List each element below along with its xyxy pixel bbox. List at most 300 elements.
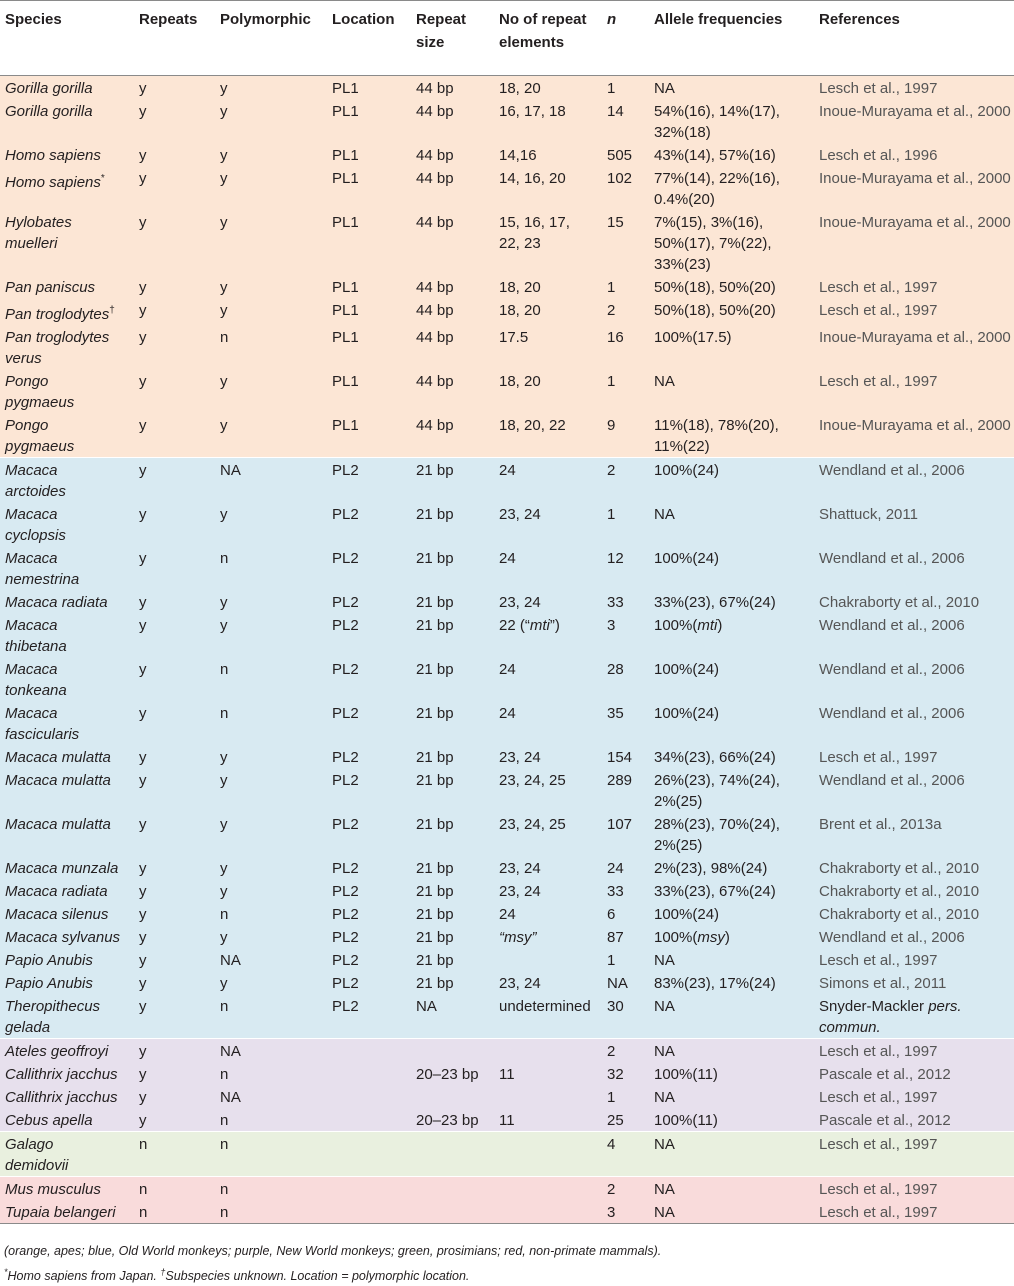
reference-cell: Lesch et al., 1997 (814, 298, 1014, 325)
repeats-cell: n (134, 1177, 215, 1201)
species-cell: Gorilla gorilla (0, 99, 134, 143)
polymorphic-cell: n (215, 902, 327, 925)
repeat-size-cell (411, 1085, 494, 1108)
polymorphic-cell: y (215, 812, 327, 856)
reference-cell: Brent et al., 2013a (814, 812, 1014, 856)
species-cell: Macaca sylvanus (0, 925, 134, 948)
polymorphic-cell: y (215, 768, 327, 812)
species-cell: Homo sapiens* (0, 166, 134, 210)
location-cell: PL2 (327, 701, 411, 745)
reference-cell: Lesch et al., 1997 (814, 1200, 1014, 1224)
table-row (0, 210, 1014, 275)
location-cell (327, 1062, 411, 1085)
reference-cell: Lesch et al., 1997 (814, 1085, 1014, 1108)
location-cell: PL2 (327, 948, 411, 971)
table-row (0, 99, 1014, 143)
polymorphic-cell: y (215, 502, 327, 546)
allele-frequencies-cell: 50%(18), 50%(20) (649, 275, 814, 298)
table-row (0, 590, 1014, 613)
table-row (0, 166, 1014, 210)
species-cell: Macaca thibetana (0, 613, 134, 657)
location-cell: PL2 (327, 879, 411, 902)
repeat-elements-cell (494, 1177, 602, 1201)
species-cell: Pongo pygmaeus (0, 369, 134, 413)
polymorphic-cell: n (215, 1200, 327, 1224)
repeat-size-cell: 21 bp (411, 856, 494, 879)
n-cell: 2 (602, 458, 649, 503)
repeat-elements-cell: 23, 24 (494, 856, 602, 879)
repeat-size-cell (411, 1132, 494, 1177)
reference-cell: Chakraborty et al., 2010 (814, 856, 1014, 879)
species-cell: Macaca silenus (0, 902, 134, 925)
table-body (0, 76, 1014, 1224)
repeat-elements-cell: 24 (494, 458, 602, 503)
table-row (0, 546, 1014, 590)
n-cell: 32 (602, 1062, 649, 1085)
polymorphic-cell: y (215, 210, 327, 275)
n-cell: 28 (602, 657, 649, 701)
location-cell: PL2 (327, 994, 411, 1039)
table-row (0, 812, 1014, 856)
repeats-cell: y (134, 166, 215, 210)
reference-cell: Chakraborty et al., 2010 (814, 590, 1014, 613)
repeat-size-cell: 21 bp (411, 701, 494, 745)
species-cell: Pongo pygmaeus (0, 413, 134, 458)
table-row (0, 879, 1014, 902)
reference-cell: Chakraborty et al., 2010 (814, 879, 1014, 902)
repeat-elements-cell: 24 (494, 546, 602, 590)
n-cell: 16 (602, 325, 649, 369)
repeat-elements-cell: 23, 24 (494, 971, 602, 994)
species-cell: Macaca tonkeana (0, 657, 134, 701)
repeat-size-cell: NA (411, 994, 494, 1039)
n-cell: 25 (602, 1108, 649, 1132)
repeats-cell: y (134, 99, 215, 143)
reference-cell: Inoue-Murayama et al., 2000 (814, 325, 1014, 369)
repeats-cell: y (134, 546, 215, 590)
allele-frequencies-cell: NA (649, 994, 814, 1039)
repeat-elements-cell (494, 1085, 602, 1108)
footnote-star-text: Homo sapiens from Japan. (7, 1269, 161, 1284)
header-row (0, 1, 1014, 76)
repeats-cell: y (134, 745, 215, 768)
location-cell: PL1 (327, 298, 411, 325)
repeat-size-cell: 21 bp (411, 745, 494, 768)
location-cell: PL2 (327, 502, 411, 546)
table-row (0, 325, 1014, 369)
table-row (0, 298, 1014, 325)
species-cell: Callithrix jacchus (0, 1085, 134, 1108)
repeats-cell: y (134, 701, 215, 745)
repeats-cell: y (134, 143, 215, 166)
species-cell: Theropithecus gelada (0, 994, 134, 1039)
header-polymorphic: Polymorphic (215, 1, 327, 76)
table-row (0, 275, 1014, 298)
repeat-elements-cell: 23, 24 (494, 745, 602, 768)
n-cell: 33 (602, 879, 649, 902)
reference-cell: Simons et al., 2011 (814, 971, 1014, 994)
location-cell: PL2 (327, 590, 411, 613)
n-cell: 3 (602, 1200, 649, 1224)
allele-frequencies-cell: 7%(15), 3%(16), 50%(17), 7%(22), 33%(23) (649, 210, 814, 275)
table-row (0, 701, 1014, 745)
allele-frequencies-cell: 83%(23), 17%(24) (649, 971, 814, 994)
polymorphic-cell: y (215, 745, 327, 768)
repeat-size-cell: 21 bp (411, 502, 494, 546)
allele-frequencies-cell: 26%(23), 74%(24), 2%(25) (649, 768, 814, 812)
repeat-size-cell: 44 bp (411, 413, 494, 458)
allele-frequencies-cell: 77%(14), 22%(16), 0.4%(20) (649, 166, 814, 210)
header-location: Location (327, 1, 411, 76)
repeat-elements-cell: 23, 24, 25 (494, 768, 602, 812)
repeat-size-cell: 21 bp (411, 879, 494, 902)
species-cell: Macaca nemestrina (0, 546, 134, 590)
n-cell: 154 (602, 745, 649, 768)
species-cell: Galago demidovii (0, 1132, 134, 1177)
polymorphic-cell: n (215, 1177, 327, 1201)
repeats-cell: y (134, 590, 215, 613)
allele-frequencies-cell: 100%(24) (649, 657, 814, 701)
repeat-elements-cell: 14, 16, 20 (494, 166, 602, 210)
species-footnote-mark: * (100, 173, 105, 184)
polymorphic-cell: y (215, 925, 327, 948)
table-row (0, 745, 1014, 768)
polymorphic-cell: y (215, 369, 327, 413)
reference-cell: Pascale et al., 2012 (814, 1108, 1014, 1132)
table-row (0, 1062, 1014, 1085)
repeat-size-cell: 21 bp (411, 590, 494, 613)
species-cell: Macaca arctoides (0, 458, 134, 503)
table-row (0, 76, 1014, 100)
repeats-cell: y (134, 948, 215, 971)
n-cell: 35 (602, 701, 649, 745)
polymorphic-cell: y (215, 971, 327, 994)
n-cell: 24 (602, 856, 649, 879)
reference-cell: Inoue-Murayama et al., 2000 (814, 210, 1014, 275)
repeat-elements-cell: undetermined (494, 994, 602, 1039)
table-row (0, 856, 1014, 879)
species-cell: Hylobates muelleri (0, 210, 134, 275)
reference-cell: Lesch et al., 1996 (814, 143, 1014, 166)
polymorphic-cell: y (215, 856, 327, 879)
repeat-elements-cell: 22 (“mti”) (494, 613, 602, 657)
species-cell: Mus musculus (0, 1177, 134, 1201)
repeat-elements-cell: 18, 20 (494, 369, 602, 413)
polymorphic-cell: y (215, 613, 327, 657)
location-cell: PL1 (327, 166, 411, 210)
reference-cell: Lesch et al., 1997 (814, 1177, 1014, 1201)
repeats-cell: y (134, 613, 215, 657)
table-row (0, 1039, 1014, 1063)
reference-cell: Lesch et al., 1997 (814, 1132, 1014, 1177)
repeat-size-cell: 44 bp (411, 166, 494, 210)
repeat-size-cell: 44 bp (411, 275, 494, 298)
repeat-elements-cell: 18, 20, 22 (494, 413, 602, 458)
species-cell: Homo sapiens (0, 143, 134, 166)
repeat-size-cell: 44 bp (411, 298, 494, 325)
allele-frequencies-cell: NA (649, 948, 814, 971)
allele-frequencies-cell: 33%(23), 67%(24) (649, 590, 814, 613)
n-cell: 2 (602, 1039, 649, 1063)
header-n: n (602, 1, 649, 76)
repeats-cell: y (134, 1085, 215, 1108)
repeat-elements-cell: 24 (494, 657, 602, 701)
species-cell: Cebus apella (0, 1108, 134, 1132)
reference-cell: Shattuck, 2011 (814, 502, 1014, 546)
repeats-cell: n (134, 1200, 215, 1224)
polymorphic-cell: y (215, 298, 327, 325)
reference-cell: Wendland et al., 2006 (814, 613, 1014, 657)
allele-frequencies-cell: NA (649, 1200, 814, 1224)
repeat-size-cell: 21 bp (411, 657, 494, 701)
n-cell: 1 (602, 502, 649, 546)
allele-frequencies-cell: 34%(23), 66%(24) (649, 745, 814, 768)
repeat-elements-cell (494, 1132, 602, 1177)
reference-cell: Wendland et al., 2006 (814, 657, 1014, 701)
table-row (0, 1108, 1014, 1132)
table-row (0, 971, 1014, 994)
location-cell: PL2 (327, 856, 411, 879)
table-row (0, 902, 1014, 925)
repeats-cell: y (134, 812, 215, 856)
allele-frequencies-cell: 100%(24) (649, 701, 814, 745)
polymorphic-cell: n (215, 994, 327, 1039)
location-cell: PL1 (327, 413, 411, 458)
allele-frequencies-cell: NA (649, 1039, 814, 1063)
table-row (0, 502, 1014, 546)
repeat-size-cell: 20–23 bp (411, 1062, 494, 1085)
header-repeat-elements: No of repeat elements (494, 1, 602, 76)
repeats-cell: y (134, 413, 215, 458)
reference-cell: Wendland et al., 2006 (814, 458, 1014, 503)
repeat-elements-cell: 17.5 (494, 325, 602, 369)
table-row (0, 1177, 1014, 1201)
reference-cell: Lesch et al., 1997 (814, 948, 1014, 971)
species-cell: Macaca mulatta (0, 812, 134, 856)
n-cell: 4 (602, 1132, 649, 1177)
table-row (0, 413, 1014, 458)
allele-frequencies-cell: NA (649, 1132, 814, 1177)
polymorphic-cell: n (215, 657, 327, 701)
n-cell: 107 (602, 812, 649, 856)
allele-frequencies-cell: NA (649, 1177, 814, 1201)
n-cell: 1 (602, 275, 649, 298)
species-cell: Macaca radiata (0, 879, 134, 902)
species-cell: Macaca mulatta (0, 745, 134, 768)
location-cell (327, 1108, 411, 1132)
reference-cell: Chakraborty et al., 2010 (814, 902, 1014, 925)
allele-frequencies-cell: NA (649, 502, 814, 546)
n-cell: 1 (602, 369, 649, 413)
reference-cell: Pascale et al., 2012 (814, 1062, 1014, 1085)
location-cell: PL1 (327, 369, 411, 413)
repeats-cell: y (134, 879, 215, 902)
reference-cell: Wendland et al., 2006 (814, 768, 1014, 812)
location-cell: PL1 (327, 99, 411, 143)
repeat-elements-cell: 15, 16, 17, 22, 23 (494, 210, 602, 275)
repeats-cell: y (134, 275, 215, 298)
repeats-cell: y (134, 1062, 215, 1085)
repeat-elements-cell: 14,16 (494, 143, 602, 166)
reference-cell: Lesch et al., 1997 (814, 369, 1014, 413)
repeat-elements-cell (494, 1039, 602, 1063)
n-cell: 1 (602, 1085, 649, 1108)
table-row (0, 143, 1014, 166)
location-cell: PL1 (327, 76, 411, 100)
n-cell: 505 (602, 143, 649, 166)
repeat-elements-cell: 11 (494, 1062, 602, 1085)
n-cell: 289 (602, 768, 649, 812)
n-cell: 33 (602, 590, 649, 613)
location-cell: PL2 (327, 971, 411, 994)
repeat-elements-cell: 23, 24, 25 (494, 812, 602, 856)
species-cell: Tupaia belangeri (0, 1200, 134, 1224)
species-cell: Ateles geoffroyi (0, 1039, 134, 1063)
repeats-cell: y (134, 971, 215, 994)
location-cell: PL2 (327, 613, 411, 657)
species-cell: Macaca munzala (0, 856, 134, 879)
location-cell: PL2 (327, 745, 411, 768)
repeat-elements-cell: 18, 20 (494, 275, 602, 298)
footnote-notes (4, 1267, 469, 1283)
allele-frequencies-cell: 11%(18), 78%(20), 11%(22) (649, 413, 814, 458)
reference-cell: Lesch et al., 1997 (814, 745, 1014, 768)
repeat-size-cell (411, 1177, 494, 1201)
footnote-dagger: † (160, 1267, 166, 1277)
repeat-size-cell: 44 bp (411, 99, 494, 143)
reference-cell: Snyder-Mackler pers. commun. (814, 994, 1014, 1039)
polymorphic-cell: n (215, 701, 327, 745)
repeat-elements-cell: 23, 24 (494, 879, 602, 902)
repeat-size-cell: 21 bp (411, 948, 494, 971)
n-cell: 30 (602, 994, 649, 1039)
repeat-elements-cell: 18, 20 (494, 298, 602, 325)
repeat-size-cell: 21 bp (411, 925, 494, 948)
location-cell: PL2 (327, 768, 411, 812)
allele-frequencies-cell: 33%(23), 67%(24) (649, 879, 814, 902)
allele-frequencies-cell: 100%(17.5) (649, 325, 814, 369)
header-species: Species (0, 1, 134, 76)
footnote-dagger-text: Subspecies unknown. Location = polymorphic location. (165, 1269, 470, 1284)
polymorphic-cell: n (215, 325, 327, 369)
location-cell: PL1 (327, 210, 411, 275)
location-cell (327, 1132, 411, 1177)
table-row (0, 458, 1014, 503)
polymorphic-cell: NA (215, 1039, 327, 1063)
header-allele-frequencies: Allele frequencies (649, 1, 814, 76)
reference-cell: Lesch et al., 1997 (814, 76, 1014, 100)
allele-frequencies-cell: 2%(23), 98%(24) (649, 856, 814, 879)
n-cell: 1 (602, 76, 649, 100)
location-cell (327, 1177, 411, 1201)
repeat-elements-cell: 24 (494, 902, 602, 925)
allele-frequencies-cell: 50%(18), 50%(20) (649, 298, 814, 325)
table-row (0, 1085, 1014, 1108)
table-row (0, 369, 1014, 413)
repeat-size-cell: 21 bp (411, 458, 494, 503)
allele-frequencies-cell: 100%(msy) (649, 925, 814, 948)
polymorphic-cell: n (215, 1108, 327, 1132)
n-cell: 15 (602, 210, 649, 275)
reference-cell: Lesch et al., 1997 (814, 275, 1014, 298)
table-row (0, 925, 1014, 948)
polymorphic-cell: n (215, 546, 327, 590)
repeat-elements-cell: 16, 17, 18 (494, 99, 602, 143)
repeats-cell: y (134, 856, 215, 879)
species-cell: Gorilla gorilla (0, 76, 134, 100)
table-row (0, 1132, 1014, 1177)
allele-frequencies-cell: NA (649, 369, 814, 413)
repeats-cell: y (134, 369, 215, 413)
repeat-size-cell: 21 bp (411, 768, 494, 812)
repeats-cell: y (134, 994, 215, 1039)
n-cell: NA (602, 971, 649, 994)
repeats-cell: y (134, 902, 215, 925)
n-cell: 3 (602, 613, 649, 657)
species-cell: Macaca cyclopsis (0, 502, 134, 546)
n-cell: 9 (602, 413, 649, 458)
repeat-elements-cell: 23, 24 (494, 590, 602, 613)
repeats-cell: y (134, 76, 215, 100)
repeat-elements-cell: “msy” (494, 925, 602, 948)
species-cell: Pan troglodytes verus (0, 325, 134, 369)
repeat-size-cell: 44 bp (411, 325, 494, 369)
repeats-cell: y (134, 298, 215, 325)
location-cell: PL2 (327, 546, 411, 590)
allele-frequencies-cell: 100%(24) (649, 458, 814, 503)
repeats-cell: y (134, 768, 215, 812)
repeats-cell: y (134, 1108, 215, 1132)
repeats-cell: y (134, 1039, 215, 1063)
species-cell: Papio Anubis (0, 948, 134, 971)
polymorphic-cell: y (215, 879, 327, 902)
species-cell: Callithrix jacchus (0, 1062, 134, 1085)
repeat-size-cell: 21 bp (411, 613, 494, 657)
n-cell: 6 (602, 902, 649, 925)
repeat-size-cell (411, 1039, 494, 1063)
repeat-size-cell (411, 1200, 494, 1224)
n-cell: 102 (602, 166, 649, 210)
n-cell: 12 (602, 546, 649, 590)
allele-frequencies-cell: 100%(24) (649, 902, 814, 925)
location-cell (327, 1085, 411, 1108)
species-cell: Macaca mulatta (0, 768, 134, 812)
allele-frequencies-cell: 43%(14), 57%(16) (649, 143, 814, 166)
species-cell: Pan paniscus (0, 275, 134, 298)
allele-frequencies-cell: NA (649, 1085, 814, 1108)
n-cell: 2 (602, 298, 649, 325)
repeat-size-cell: 44 bp (411, 76, 494, 100)
polymorphic-cell: NA (215, 1085, 327, 1108)
n-cell: 87 (602, 925, 649, 948)
location-cell (327, 1200, 411, 1224)
repeat-elements-cell (494, 948, 602, 971)
reference-cell: Wendland et al., 2006 (814, 925, 1014, 948)
allele-frequencies-cell: 100%(24) (649, 546, 814, 590)
repeat-elements-cell: 11 (494, 1108, 602, 1132)
header-repeats: Repeats (134, 1, 215, 76)
table-row (0, 768, 1014, 812)
allele-frequencies-cell: 100%(11) (649, 1108, 814, 1132)
repeat-size-cell: 21 bp (411, 546, 494, 590)
repeats-cell: y (134, 502, 215, 546)
polymorphic-cell: y (215, 143, 327, 166)
polymorphic-cell: y (215, 99, 327, 143)
polymorphic-cell: n (215, 1132, 327, 1177)
polymorphic-cell: y (215, 166, 327, 210)
location-cell: PL1 (327, 325, 411, 369)
n-cell: 2 (602, 1177, 649, 1201)
